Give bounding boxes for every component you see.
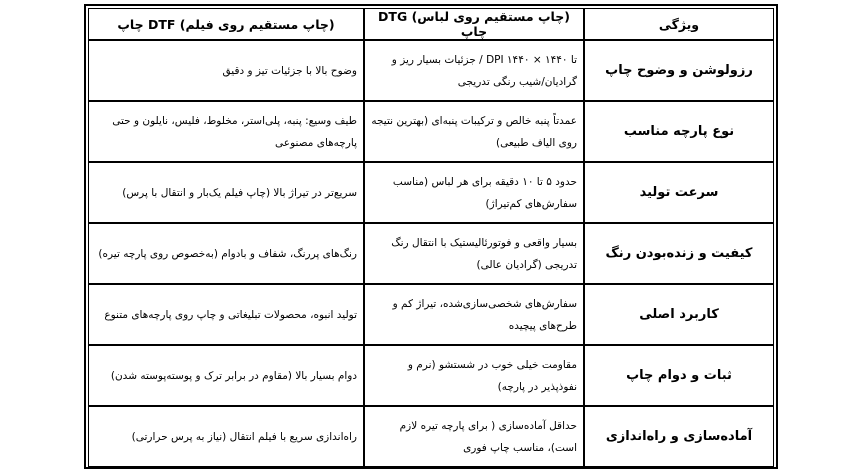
feature-cell: ثبات و دوام چاپ: [584, 345, 774, 406]
table-row: [88, 101, 774, 162]
table-row: [88, 284, 774, 345]
table-row: [88, 162, 774, 223]
dtg-cell: حداقل آماده‌سازی ( برای پارچه تیره لازم است)، مناسب چاپ فوری: [364, 406, 584, 467]
document-page: [84, 4, 778, 469]
dtg-cell: تا ۱۴۴۰ × ۱۴۴۰ DPI / جزئیات بسیار ریز و گرادیان/شیب رنگی تدریجی: [364, 40, 584, 101]
table-row: [88, 40, 774, 101]
dtg-cell: عمدتاً پنبه خالص و ترکیبات پنبه‌ای (بهترین نتیجه روی الیاف طبیعی): [364, 101, 584, 162]
comparison-table: [88, 8, 774, 467]
feature-cell: آماده‌سازی و راه‌اندازی: [584, 406, 774, 467]
header-feature: ویژگی: [584, 8, 774, 40]
header-row: [88, 8, 774, 40]
dtg-cell: حدود ۵ تا ۱۰ دقیقه برای هر لباس (مناسب سفارش‌های کم‌تیراژ): [364, 162, 584, 223]
table-row: [88, 223, 774, 284]
feature-cell: کاربرد اصلی: [584, 284, 774, 345]
dtf-cell: رنگ‌های پررنگ، شفاف و بادوام (به‌خصوص روی پارچه تیره): [88, 223, 364, 284]
dtf-cell: سریع‌تر در تیراژ بالا (چاپ فیلم یک‌بار و انتقال با پرس): [88, 162, 364, 223]
table-row: [88, 345, 774, 406]
dtf-cell: طیف وسیع: پنبه، پلی‌استر، مخلوط، فلیس، نایلون و حتی پارچه‌های مصنوعی: [88, 101, 364, 162]
dtg-cell: مقاومت خیلی خوب در شستشو (نرم و نفوذپذیر در پارچه): [364, 345, 584, 406]
dtg-cell: سفارش‌های شخصی‌سازی‌شده، تیراژ کم و طرح‌های پیچیده: [364, 284, 584, 345]
table-row: [88, 406, 774, 467]
header-dtg: (چاپ مستقیم روی لباس) DTG چاپ: [364, 8, 584, 40]
header-dtf: (چاپ مستقیم روی فیلم) DTF چاپ: [88, 8, 364, 40]
feature-cell: نوع پارچه مناسب: [584, 101, 774, 162]
dtf-cell: وضوح بالا با جزئیات تیز و دقیق: [88, 40, 364, 101]
feature-cell: رزولوشن و وضوح چاپ: [584, 40, 774, 101]
dtf-cell: تولید انبوه، محصولات تبلیغاتی و چاپ روی پارچه‌های متنوع: [88, 284, 364, 345]
feature-cell: سرعت تولید: [584, 162, 774, 223]
dtf-cell: دوام بسیار بالا (مقاوم در برابر ترک و پوسته‌پوسته شدن): [88, 345, 364, 406]
dtf-cell: راه‌اندازی سریع با فیلم انتقال (نیاز به پرس حرارتی): [88, 406, 364, 467]
feature-cell: کیفیت و زنده‌بودن رنگ: [584, 223, 774, 284]
dtg-cell: بسیار واقعی و فوتورئالیستیک با انتقال رنگ تدریجی (گرادیان عالی): [364, 223, 584, 284]
